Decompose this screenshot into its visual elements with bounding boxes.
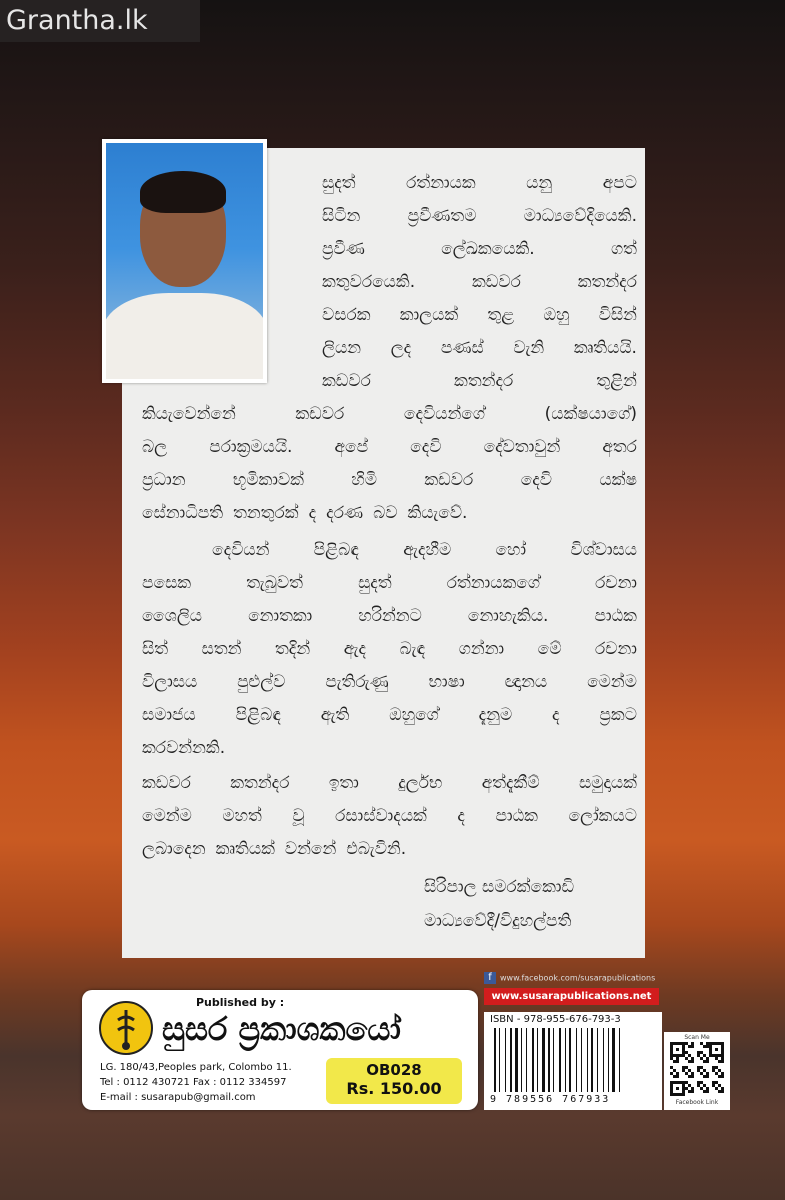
blurb-line: [142, 738, 637, 758]
blurb-word: තුළ: [487, 305, 515, 325]
blurb-word: ඔහු: [543, 305, 570, 325]
blurb-word: ප්‍රවීණතම: [407, 206, 477, 226]
blurb-word: දුර්ලභ: [398, 773, 443, 793]
blurb-word: කතන්දර: [577, 272, 637, 292]
blurb-line: [142, 806, 637, 826]
published-by-label: Published by :: [196, 996, 285, 1009]
blurb-word: දේවතාවුන්: [483, 437, 561, 457]
website-url: www.susarapublications.net: [484, 988, 659, 1005]
blurb-word: කියැවේ.: [407, 503, 468, 523]
blurb-word: පාඨක: [495, 806, 538, 826]
blurb-word: කාලයක්: [399, 305, 459, 325]
publisher-address-block: [100, 1060, 292, 1105]
blurb-word: විසින්: [598, 305, 637, 325]
blurb-word: කතුවරයෙකි.: [322, 272, 416, 292]
blurb-word: අපේ: [334, 437, 369, 457]
qr-box: [664, 1032, 730, 1110]
blurb-word: විලාසය: [142, 672, 198, 692]
blurb-word: තුළින්: [596, 371, 637, 391]
blurb-word: ඇදහීම: [403, 540, 452, 560]
blurb-word: කෘතියයි.: [573, 338, 637, 358]
isbn-box: [484, 1012, 662, 1110]
blurb-word: රත්නායක: [406, 173, 476, 193]
blurb-word: ගත්: [611, 239, 637, 259]
publisher-name: සුසර ප්‍රකාශකයෝ: [162, 1010, 401, 1048]
blurb-word: සිටින: [322, 206, 361, 226]
blurb-line: [142, 839, 637, 859]
publisher-phone: Tel : 0112 430721 Fax : 0112 334597: [100, 1077, 287, 1088]
blurb-word: පණස්: [440, 338, 484, 358]
blurb-line: [142, 503, 637, 523]
isbn-digits: 9 789556 767933: [490, 1094, 611, 1105]
blurb-word: නොහැකිය.: [467, 606, 549, 626]
blurb-word: ද: [552, 705, 560, 725]
blurb-word: ඉතා: [328, 773, 359, 793]
blurb-word: තනතුරක්: [233, 503, 299, 523]
blurb-word: ද: [308, 503, 317, 523]
blurb-line: [322, 371, 637, 391]
blurb-word: පරාක්‍රමයයි.: [209, 437, 293, 457]
publisher-email: E-mail : susarapub@gmail.com: [100, 1092, 256, 1103]
blurb-word: බව: [373, 503, 398, 523]
blurb-word: සමුදායක්: [578, 773, 637, 793]
signature-title: මාධ්‍යවේදී/විදුහල්පති: [424, 911, 572, 931]
blurb-word: අතර: [602, 437, 637, 457]
blurb-line: [142, 773, 637, 793]
blurb-word: කතන්දර: [230, 773, 290, 793]
blurb-word: පිළිබඳ: [313, 540, 359, 560]
blurb-line: [142, 705, 637, 725]
blurb-word: පිළිබඳ: [235, 705, 281, 725]
blurb-word: දෙවි: [520, 470, 553, 490]
blurb-word: සේනාධිපති: [142, 503, 224, 523]
blurb-word: දෙවියන්ගේ: [403, 404, 485, 424]
blurb-line: [322, 338, 637, 358]
blurb-word: ඔහුගේ: [389, 705, 439, 725]
blurb-line: [322, 239, 637, 259]
blurb-word: බැඳ: [399, 639, 426, 659]
blurb-line: [142, 470, 637, 490]
blurb-word: දෙවියන්: [212, 540, 270, 560]
blurb-word: දෙවි: [410, 437, 442, 457]
blurb-word: යනු: [526, 173, 553, 193]
blurb-line: [322, 206, 637, 226]
blurb-word: මෙන්ම: [587, 672, 637, 692]
blurb-word: තැබුවත්: [246, 573, 303, 593]
blurb-word: සුදත්: [322, 173, 356, 193]
blurb-word: දැනුම: [478, 705, 513, 725]
blurb-word: කඩවර: [295, 404, 345, 424]
qr-code-icon: [670, 1042, 724, 1096]
blurb-word: කියැවෙන්නේ: [142, 404, 236, 424]
blurb-word: ඇද: [343, 639, 367, 659]
blurb-word: මෙන්ම: [142, 806, 192, 826]
publisher-box: [82, 990, 478, 1110]
blurb-word: පුළුල්ව: [237, 672, 286, 692]
book-code: OB028: [366, 1061, 422, 1079]
blurb-word: කරවන්නකි.: [142, 738, 226, 758]
blurb-word: කෘතියක්: [215, 839, 275, 859]
blurb-line: [142, 639, 637, 659]
blurb-line: [142, 573, 637, 593]
blurb-line: [142, 672, 637, 692]
facebook-url: www.facebook.com/susarapublications: [500, 973, 656, 983]
blurb-word: අත්දැකීම්: [481, 773, 540, 793]
blurb-word: ලෝකයට: [568, 806, 637, 826]
blurb-word: භාෂා: [428, 672, 465, 692]
blurb-word: හිමි: [351, 470, 377, 490]
blurb-word: බල: [142, 437, 168, 457]
qr-caption-top: Scan Me: [684, 1034, 710, 1041]
blurb-word: වන්නේ: [284, 839, 337, 859]
blurb-word: කඩවර: [142, 773, 191, 793]
blurb-word: පාඨක: [594, 606, 637, 626]
blurb-line: [322, 305, 637, 325]
blurb-word: සුදත්: [358, 573, 392, 593]
blurb-word: හෝ: [495, 540, 527, 560]
blurb-word: රසාස්වාදයක්: [335, 806, 427, 826]
blurb-word: මේ: [537, 639, 562, 659]
blurb-word: ප්‍රධාන: [142, 470, 186, 490]
facebook-line: [484, 972, 655, 984]
blurb-word: කඩවර: [424, 470, 474, 490]
blurb-word: පසෙක: [142, 573, 192, 593]
blurb-word: ලේඛකයෙකි.: [441, 239, 535, 259]
blurb-word: කඩවර: [471, 272, 521, 292]
blurb-word: සතන්: [201, 639, 242, 659]
blurb-word: නොතකා: [248, 606, 313, 626]
signature-name: සිරිපාල සමරක්කොඩි: [424, 877, 575, 897]
blurb-word: ලද: [390, 338, 412, 358]
blurb-word: පැතිරුණු: [325, 672, 389, 692]
blurb-word: සමාජය: [142, 705, 196, 725]
blurb-word: මහත්: [222, 806, 262, 826]
blurb-word: යක්ෂ: [599, 470, 637, 490]
blurb-line: [142, 437, 637, 457]
blurb-word: භූමිකාවක්: [232, 470, 304, 490]
blurb-line: [322, 272, 637, 292]
blurb-word: තදින්: [275, 639, 311, 659]
blurb-word: විශ්වාසය: [570, 540, 637, 560]
book-price: Rs. 150.00: [346, 1079, 442, 1098]
blurb-word: වසරක: [322, 305, 371, 325]
price-badge: [326, 1058, 462, 1104]
blurb-word: ඇති: [320, 705, 350, 725]
blurb-word: වූ: [292, 806, 305, 826]
facebook-icon: f: [484, 972, 496, 984]
blurb-line: [142, 404, 637, 424]
blurb-word: ප්‍රවීණ: [322, 239, 365, 259]
blurb-word: සිත්: [142, 639, 169, 659]
publisher-address: LG. 180/43,Peoples park, Colombo 11.: [100, 1062, 292, 1073]
watermark: Grantha.lk: [0, 0, 200, 42]
blurb-word: ලබාදෙන: [142, 839, 206, 859]
blurb-line: [142, 606, 637, 626]
qr-caption-bottom: Facebook Link: [675, 1099, 719, 1106]
blurb-word: ප්‍රකට: [599, 705, 637, 725]
blurb-word: ලියන: [322, 338, 361, 358]
blurb-word: ශෛලිය: [142, 606, 203, 626]
blurb-word: හරින්නට: [358, 606, 422, 626]
blurb-word: එබැවිනි.: [346, 839, 407, 859]
blurb-line: [322, 173, 637, 193]
blurb-word: කඩවර: [322, 371, 371, 391]
isbn-text: ISBN - 978-955-676-793-3: [490, 1014, 621, 1025]
blurb-word: දරණ: [326, 503, 364, 523]
blurb-word: වැනි: [513, 338, 545, 358]
blurb-word: අපට: [602, 173, 637, 193]
blurb-word: කතන්දර: [454, 371, 514, 391]
blurb-word: රචනා: [595, 639, 637, 659]
blurb-word: ගන්නා: [458, 639, 505, 659]
blurb-line: [212, 540, 637, 560]
blurb-word: ද: [457, 806, 465, 826]
blurb-word: (යක්ෂයාගේ): [544, 404, 637, 424]
blurb-word: ඥානය: [504, 672, 548, 692]
author-photo: [102, 139, 267, 383]
blurb-word: මාධ්‍යවේදියෙකි.: [523, 206, 637, 226]
barcode: [492, 1028, 656, 1092]
blurb-word: රත්නායකගේ: [446, 573, 540, 593]
publisher-logo-icon: [96, 1000, 156, 1056]
blurb-word: රචනා: [595, 573, 637, 593]
